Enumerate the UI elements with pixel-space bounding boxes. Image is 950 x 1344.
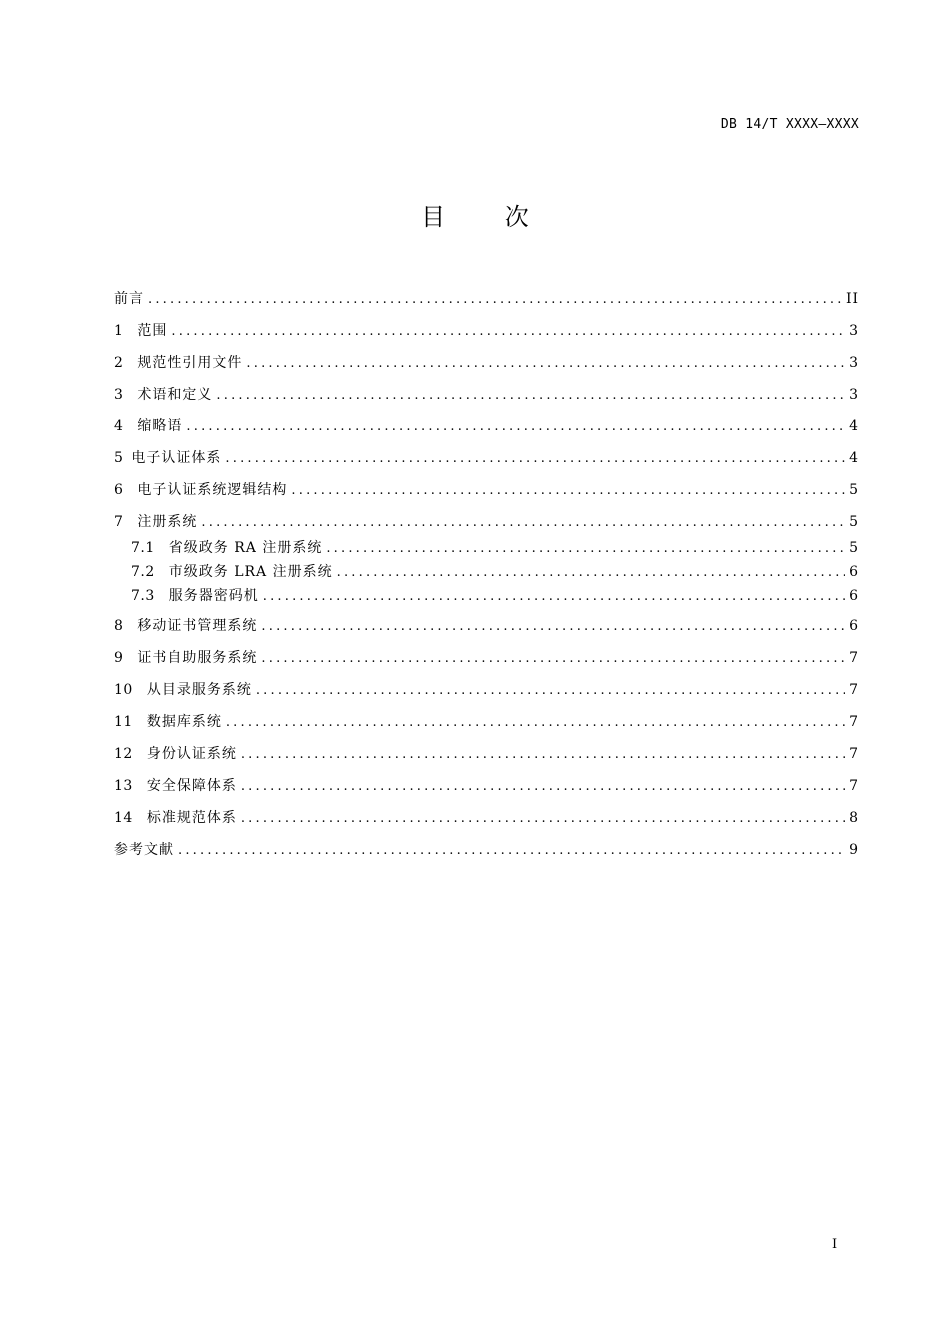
toc-page-number: 5	[849, 482, 859, 498]
toc-label: 证书自助服务系统	[137, 650, 258, 666]
toc-section-number: 7.1	[131, 540, 155, 556]
toc-entry-7-3[interactable]	[131, 585, 859, 607]
toc-page-number: 5	[849, 514, 859, 530]
toc-label: 缩略语	[137, 418, 183, 434]
toc-leader-dots	[241, 776, 845, 798]
toc-leader-dots	[263, 586, 845, 608]
toc-leader-dots	[216, 385, 845, 407]
toc-label: 数据库系统	[146, 714, 222, 730]
toc-section-number: 5	[114, 450, 124, 466]
toc-page-number: 7	[849, 778, 859, 794]
toc-page-number: 3	[849, 387, 859, 403]
toc-leader-dots	[246, 353, 845, 375]
toc-leader-dots	[178, 840, 845, 862]
toc-entry-12[interactable]	[114, 743, 859, 765]
toc-section-number: 13	[114, 778, 133, 794]
toc-page-number: 5	[849, 540, 859, 556]
toc-entry-5[interactable]	[114, 447, 859, 469]
toc-label: 安全保障体系	[146, 778, 237, 794]
toc-leader-dots	[291, 480, 845, 502]
toc-label: 前言	[114, 291, 144, 307]
toc-entry-7-1[interactable]	[131, 537, 859, 559]
toc-page-number: 3	[849, 323, 859, 339]
toc-page-number: 8	[849, 810, 859, 826]
toc-page-number: 6	[849, 618, 859, 634]
toc-entry-7-2[interactable]	[131, 561, 859, 583]
document-code: DB 14/T XXXX—XXXX	[720, 117, 859, 132]
toc-leader-dots	[337, 562, 845, 584]
toc-section-number: 7.3	[131, 588, 155, 604]
toc-label: 电子认证系统逻辑结构	[137, 482, 288, 498]
toc-page-number: 6	[849, 588, 859, 604]
toc-entry-13[interactable]	[114, 775, 859, 797]
toc-section-number: 7.2	[131, 564, 155, 580]
toc-label: 市级政务 LRA 注册系统	[168, 564, 333, 580]
toc-entry-4[interactable]	[114, 415, 859, 437]
toc-label: 身份认证系统	[146, 746, 237, 762]
toc-entry-foreword[interactable]	[114, 288, 859, 310]
toc-page-number: II	[845, 291, 859, 307]
toc-label: 注册系统	[137, 514, 198, 530]
toc-section-number: 9	[114, 650, 124, 666]
toc-page-number: 7	[849, 682, 859, 698]
toc-page-number: 7	[849, 714, 859, 730]
toc-leader-dots	[148, 289, 842, 311]
toc-label: 规范性引用文件	[137, 355, 243, 371]
toc-section-number: 1	[114, 323, 124, 339]
toc-page-number: 9	[849, 842, 859, 858]
toc-leader-dots	[226, 712, 845, 734]
toc-leader-dots	[201, 512, 845, 534]
toc-label: 从目录服务系统	[146, 682, 252, 698]
toc-section-number: 11	[114, 714, 133, 730]
toc-section-number: 2	[114, 355, 124, 371]
toc-section-number: 10	[114, 682, 133, 698]
toc-entry-7[interactable]	[114, 511, 859, 533]
toc-section-number: 6	[114, 482, 124, 498]
toc-leader-dots	[241, 808, 845, 830]
toc-section-number: 3	[114, 387, 124, 403]
toc-entry-6[interactable]	[114, 479, 859, 501]
toc-entry-14[interactable]	[114, 807, 859, 829]
toc-entry-11[interactable]	[114, 711, 859, 733]
toc-label: 参考文献	[114, 842, 174, 858]
toc-label: 电子认证体系	[131, 450, 222, 466]
toc-label: 术语和定义	[137, 387, 213, 403]
toc-label: 省级政务 RA 注册系统	[168, 540, 323, 556]
toc-section-number: 14	[114, 810, 133, 826]
toc-leader-dots	[261, 616, 845, 638]
toc-label: 标准规范体系	[146, 810, 237, 826]
toc-label: 服务器密码机	[168, 588, 259, 604]
toc-section-number: 4	[114, 418, 124, 434]
toc-entry-1[interactable]	[114, 320, 859, 342]
toc-leader-dots	[326, 538, 845, 560]
toc-page-number: 4	[849, 418, 859, 434]
toc-page-number: 4	[849, 450, 859, 466]
toc-page-number: 7	[849, 746, 859, 762]
toc-section-number: 7	[114, 514, 124, 530]
toc-entry-8[interactable]	[114, 615, 859, 637]
toc-label: 移动证书管理系统	[137, 618, 258, 634]
page-number: I	[832, 1237, 838, 1252]
toc-entry-9[interactable]	[114, 647, 859, 669]
toc-section-number: 12	[114, 746, 133, 762]
toc-section-number: 8	[114, 618, 124, 634]
toc-page-number: 7	[849, 650, 859, 666]
toc-entry-references[interactable]	[114, 839, 859, 861]
toc-leader-dots	[186, 416, 845, 438]
toc-entry-10[interactable]	[114, 679, 859, 701]
toc-entry-3[interactable]	[114, 384, 859, 406]
toc-label: 范围	[137, 323, 168, 339]
toc-leader-dots	[261, 648, 845, 670]
toc-leader-dots	[171, 321, 845, 343]
toc-leader-dots	[241, 744, 845, 766]
toc-entry-2[interactable]	[114, 352, 859, 374]
toc-title: 目 次	[421, 203, 555, 231]
toc-page-number: 6	[849, 564, 859, 580]
toc-page-number: 3	[849, 355, 859, 371]
toc-leader-dots	[256, 680, 845, 702]
toc-leader-dots	[225, 448, 845, 470]
